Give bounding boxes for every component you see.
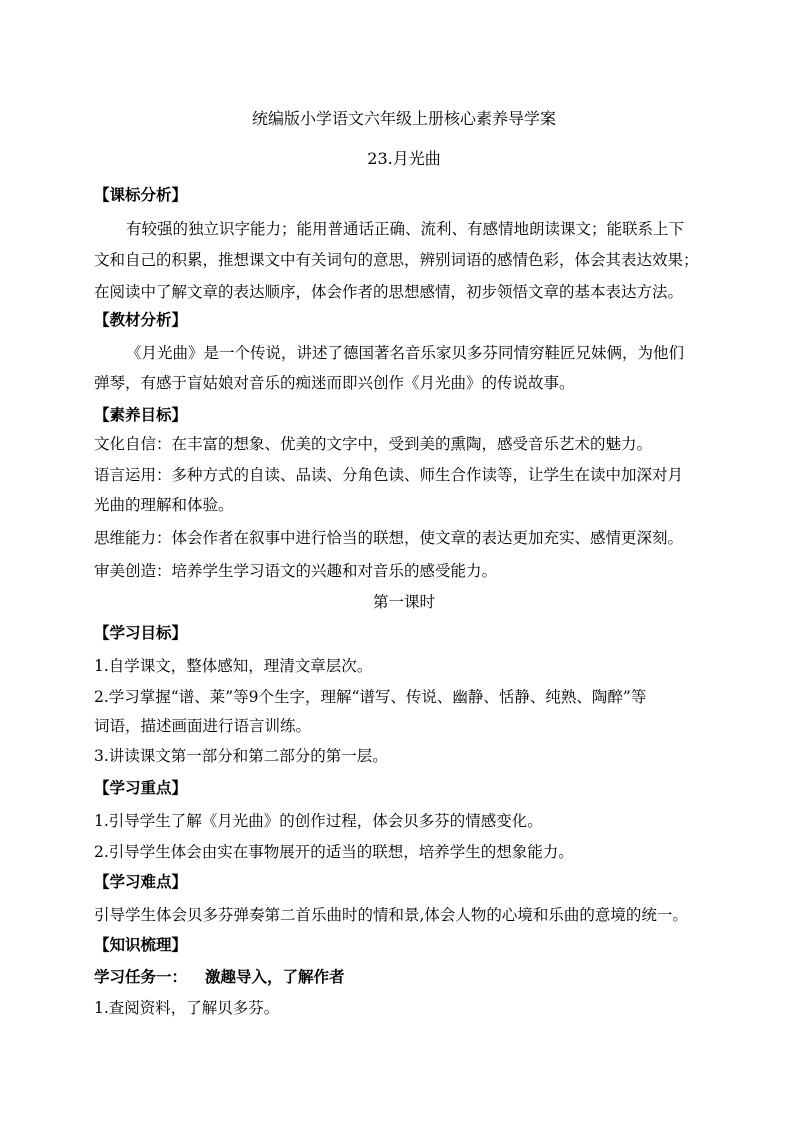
heading-curriculum-analysis: 【课标分析】	[94, 186, 188, 204]
curriculum-analysis-line-2: 文和自己的积累，推想课文中有关词句的意思，辨别词语的感情色彩，体会其表达效果；	[94, 251, 699, 269]
key-point-2: 2.引导学生体会由实在事物展开的适当的联想，培养学生的想象能力。	[94, 843, 574, 861]
heading-key-points: 【学习重点】	[94, 779, 188, 797]
heading-textbook-analysis: 【教材分析】	[94, 311, 188, 329]
literacy-goal-culture: 文化自信：在丰富的想象、优美的文字中，受到美的熏陶，感受音乐艺术的魅力。	[94, 435, 653, 453]
textbook-analysis-line-1: 《月光曲》是一个传说，讲述了德国著名音乐家贝多芬同情穷鞋匠兄妹俩，为他们	[126, 344, 685, 362]
learning-goal-3: 3.讲读课文第一部分和第二部分的第一层。	[94, 747, 388, 765]
literacy-goal-aesthetic: 审美创造：培养学生学习语文的兴趣和对音乐的感受能力。	[94, 562, 498, 580]
difficulty-1: 引导学生体会贝多芬弹奏第二首乐曲时的情和景,体会人物的心境和乐曲的意境的统一。	[94, 906, 688, 924]
document-subtitle: 23.月光曲	[367, 149, 441, 168]
task-one-title: 激趣导入，了解作者	[205, 968, 345, 986]
heading-difficulties: 【学习难点】	[94, 873, 188, 891]
learning-goal-1: 1.自学课文，整体感知，理清文章层次。	[94, 657, 373, 675]
task-one-label: 学习任务一：	[94, 968, 188, 986]
knowledge-step-1: 1.查阅资料，了解贝多芬。	[94, 999, 280, 1017]
curriculum-analysis-line-3: 在阅读中了解文章的表达顺序，体会作者的思想感情，初步领悟文章的基本表达方法。	[94, 283, 684, 301]
key-point-1: 1.引导学生了解《月光曲》的创作过程，体会贝多芬的情感变化。	[94, 812, 543, 830]
literacy-goal-language-1: 语言运用：多种方式的自读、品读、分角色读、师生合作读等，让学生在读中加深对月	[94, 466, 684, 484]
textbook-analysis-line-2: 弹琴，有感于盲姑娘对音乐的痴迷而即兴创作《月光曲》的传说故事。	[94, 374, 575, 392]
curriculum-analysis-line-1: 有较强的独立识字能力；能用普通话正确、流利、有感情地朗读课文；能联系上下	[126, 220, 685, 238]
learning-goal-2b: 词语，描述画面进行语言训练。	[94, 717, 312, 735]
lesson-one-label: 第一课时	[372, 593, 435, 611]
document-title: 统编版小学语文六年级上册核心素养导学案	[251, 109, 556, 128]
heading-literacy-goals: 【素养目标】	[94, 406, 188, 424]
task-one-line	[94, 966, 714, 988]
literacy-goal-language-2: 光曲的理解和体验。	[94, 496, 234, 514]
heading-learning-goals: 【学习目标】	[94, 624, 188, 642]
heading-knowledge: 【知识梳理】	[94, 936, 188, 954]
literacy-goal-thinking: 思维能力：体会作者在叙事中进行恰当的联想，使文章的表达更加充实、感情更深刻。	[94, 529, 684, 547]
learning-goal-2a: 2.学习掌握“谱、莱”等9个生字，理解“谱写、传说、幽静、恬静、纯熟、陶醉”等	[94, 688, 647, 706]
